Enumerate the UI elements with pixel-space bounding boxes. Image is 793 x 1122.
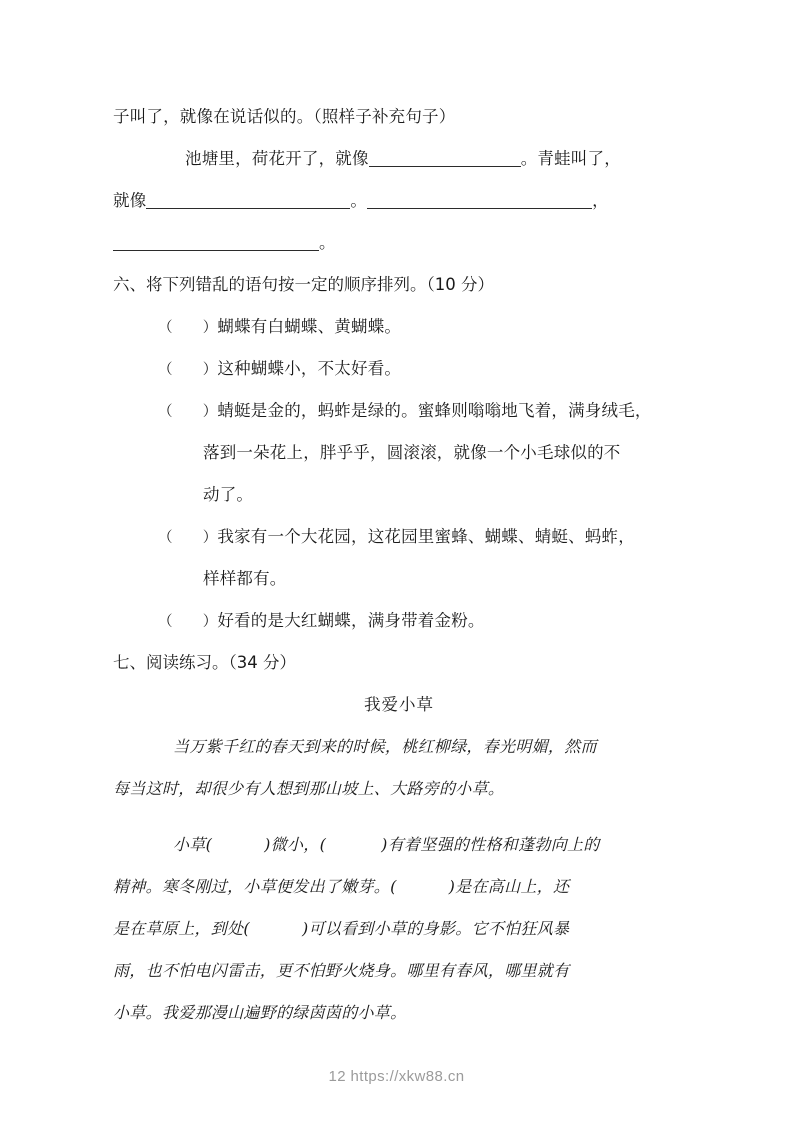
order-blank-paren-open: （ [158,320,173,336]
section-six-item [113,516,685,558]
passage-paragraph2-line [113,824,685,866]
section-six-item-wrap [113,432,685,474]
section-six-item-wrap-text: 动了。 [203,485,254,504]
passage-paragraph2-line [113,992,685,1034]
section-seven-heading [113,642,685,684]
order-blank-paren-close: ） [202,404,218,420]
passage-text: 当万紫千红的春天到来的时候，桃红柳绿，春光明媚，然而 [173,737,597,756]
passage-paragraph2-line [113,908,685,950]
answer2-tail: ， [592,191,609,210]
section-six-item-wrap [113,474,685,516]
passage-paragraph1-line [113,726,685,768]
page-footer-watermark [0,1068,793,1085]
passage-text: 精神。寒冬刚过，小草便发出了嫩芽。( [113,877,397,896]
continued-question-answer-line-3 [113,222,685,264]
order-blank-paren-open: （ [158,530,173,546]
passage-paragraph2-line [113,866,685,908]
order-blank-paren-close: ） [202,320,218,336]
section-six-item [113,348,685,390]
passage-text: 是在草原上，到处( [113,919,250,938]
section-six-item-text: 好看的是大红蝴蝶，满身带着金粉。 [217,611,485,630]
passage-text: )是在高山上，还 [448,877,570,896]
passage-text: 小草( [173,835,213,854]
page-content [113,96,685,1034]
answer-blank-4[interactable] [113,237,319,251]
passage-text: 小草。我爱那漫山遍野的绿茵茵的小草。 [113,1003,407,1022]
passage-text: )微小，( [264,835,327,854]
section-six-item-text: 我家有一个大花园，这花园里蜜蜂、蝴蝶、蜻蜓、蚂蚱， [217,527,635,546]
section-six-item-wrap [113,558,685,600]
section-six-item-text: 这种蝴蝶小，不太好看。 [217,359,402,378]
answer2-prefix: 就像 [113,191,147,210]
answer3-tail: 。 [319,233,336,252]
continued-question-stem [113,96,685,138]
passage-text: 每当这时，却很少有人想到那山坡上、大路旁的小草。 [113,779,505,798]
stem-text: 子叫了，就像在说话似的。（照样子补充句子） [113,107,456,126]
example-prefix: 池塘里，荷花开了，就像 [185,149,369,168]
passage-title-text: 我爱小草 [364,695,434,714]
passage-text: )可以看到小草的身影。它不怕狂风暴 [301,919,570,938]
passage-text: 雨，也不怕电闪雷击，更不怕野火烧身。哪里有春风，哪里就有 [113,961,570,980]
section-six-item-text: 蝴蝶有白蝴蝶、黄蝴蝶。 [217,317,402,336]
section-six-item [113,390,685,432]
order-blank-paren-close: ） [202,362,218,378]
passage-paragraph1-line [113,768,685,810]
passage-paragraph2-line [113,950,685,992]
answer2-mid: 。 [350,191,368,210]
footer-text: 12 https://xkw88.cn [328,1068,465,1085]
section-six-item-wrap-text: 落到一朵花上，胖乎乎，圆滚滚，就像一个小毛球似的不 [203,443,621,462]
passage-title [113,684,685,726]
answer-blank-3[interactable] [367,195,592,209]
paragraph-spacer [113,810,685,824]
section-six-heading [113,264,685,306]
order-blank-paren-close: ） [202,530,218,546]
order-blank-paren-open: （ [158,614,173,630]
section-six-heading-text: 六、将下列错乱的语句按一定的顺序排列。（10 分） [113,275,494,294]
answer-blank-2[interactable] [146,195,350,209]
section-six-item [113,600,685,642]
order-blank-paren-open: （ [158,404,173,420]
passage-text: )有着坚强的性格和蓬勃向上的 [381,835,600,854]
section-seven-heading-text: 七、阅读练习。（34 分） [113,653,296,672]
order-blank-paren-open: （ [158,362,173,378]
continued-question-example-line [113,138,685,180]
answer-blank-1[interactable] [369,153,521,167]
continued-question-answer-line-2 [113,180,685,222]
example-suffix: 。青蛙叫了， [520,149,621,168]
section-six-item-wrap-text: 样样都有。 [203,569,287,588]
section-six-item-text: 蜻蜓是金的，蚂蚱是绿的。蜜蜂则嗡嗡地飞着，满身绒毛， [217,401,652,420]
section-six-item [113,306,685,348]
order-blank-paren-close: ） [202,614,218,630]
